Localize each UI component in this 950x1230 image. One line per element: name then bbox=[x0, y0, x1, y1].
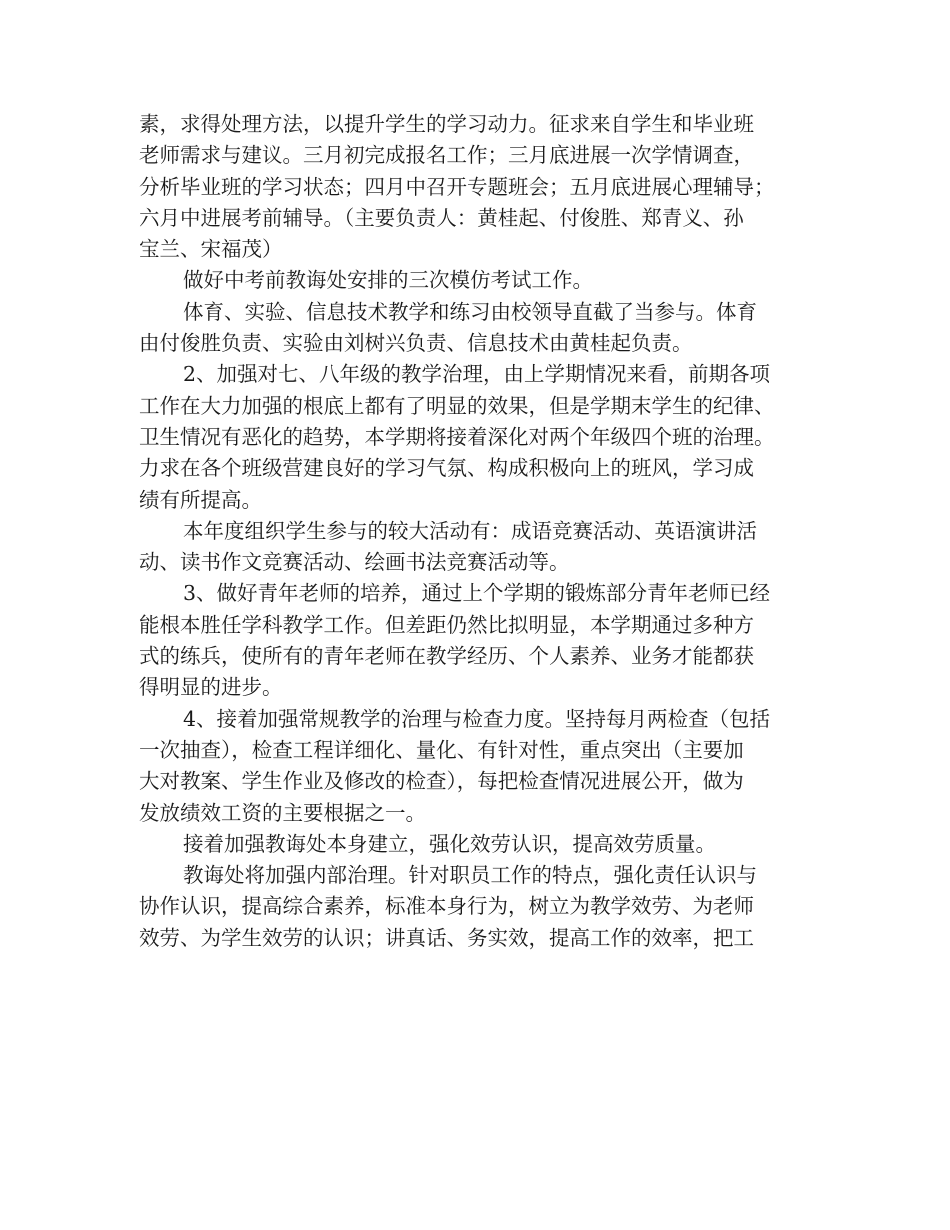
text-line: 力求在各个班级营建良好的学习气氛、构成积极向上的班风，学习成 bbox=[139, 456, 754, 481]
paragraph-start-line: 3、做好青年老师的培养，通过上个学期的锻炼部分青年老师已经 bbox=[183, 581, 771, 606]
text-line: 动、读书作文竞赛活动、绘画书法竞赛活动等。 bbox=[139, 550, 570, 575]
text-line: 老师需求与建议。三月初完成报名工作；三月底进展一次学情调查， bbox=[139, 143, 754, 168]
text-line: 素，求得处理方法，以提升学生的学习动力。征求来自学生和毕业班 bbox=[139, 112, 754, 136]
text-line: 协作认识，提高综合素养，标准本身行为，树立为教学效劳、为老师 bbox=[139, 894, 754, 919]
text-line: 发放绩效工资的主要根据之一。 bbox=[139, 800, 426, 825]
text-line: 能根本胜任学科教学工作。但差距仍然比拟明显，本学期通过多种方 bbox=[139, 612, 754, 637]
text-line: 得明显的进步。 bbox=[139, 675, 283, 700]
text-line: 分析毕业班的学习状态；四月中召开专题班会；五月底进展心理辅导； bbox=[139, 174, 775, 199]
paragraph-start-line: 做好中考前教诲处安排的三次模仿考试工作。 bbox=[183, 268, 593, 293]
text-line: 效劳、为学生效劳的认识；讲真话、务实效，提高工作的效率，把工 bbox=[139, 925, 754, 950]
text-line: 宝兰、宋福茂） bbox=[139, 237, 283, 262]
paragraph-start-line: 2、加强对七、八年级的教学治理，由上学期情况来看，前期各项 bbox=[183, 362, 771, 387]
document-body bbox=[139, 109, 839, 954]
text-line: 大对教案、学生作业及修改的检查），每把检查情况进展公开，做为 bbox=[139, 769, 744, 794]
text-line: 工作在大力加强的根底上都有了明显的效果，但是学期末学生的纪律、 bbox=[139, 393, 775, 418]
text-line: 卫生情况有恶化的趋势，本学期将接着深化对两个年级四个班的治理。 bbox=[139, 424, 775, 449]
paragraph-start-line: 教诲处将加强内部治理。针对职员工作的特点，强化责任认识与 bbox=[183, 863, 757, 888]
paragraph-start-line: 4、接着加强常规教学的治理与检查力度。坚持每月两检查（包括 bbox=[183, 706, 771, 731]
paragraph-start-line: 本年度组织学生参与的较大活动有：成语竞赛活动、英语演讲活 bbox=[183, 518, 757, 543]
text-line: 六月中进展考前辅导。（主要负责人：黄桂起、付俊胜、郑青义、孙 bbox=[139, 205, 744, 230]
paragraph-start-line: 体育、实验、信息技术教学和练习由校领导直截了当参与。体育 bbox=[183, 299, 757, 324]
text-line: 由付俊胜负责、实验由刘树兴负责、信息技术由黄桂起负责。 bbox=[139, 331, 693, 356]
text-line: 式的练兵，使所有的青年老师在教学经历、个人素养、业务才能都获 bbox=[139, 644, 754, 669]
text-line: 一次抽查），检查工程详细化、量化、有针对性，重点突出（主要加 bbox=[139, 737, 744, 762]
paragraph-start-line: 接着加强教诲处本身建立，强化效劳认识，提高效劳质量。 bbox=[183, 831, 716, 856]
text-line: 绩有所提高。 bbox=[139, 487, 262, 512]
